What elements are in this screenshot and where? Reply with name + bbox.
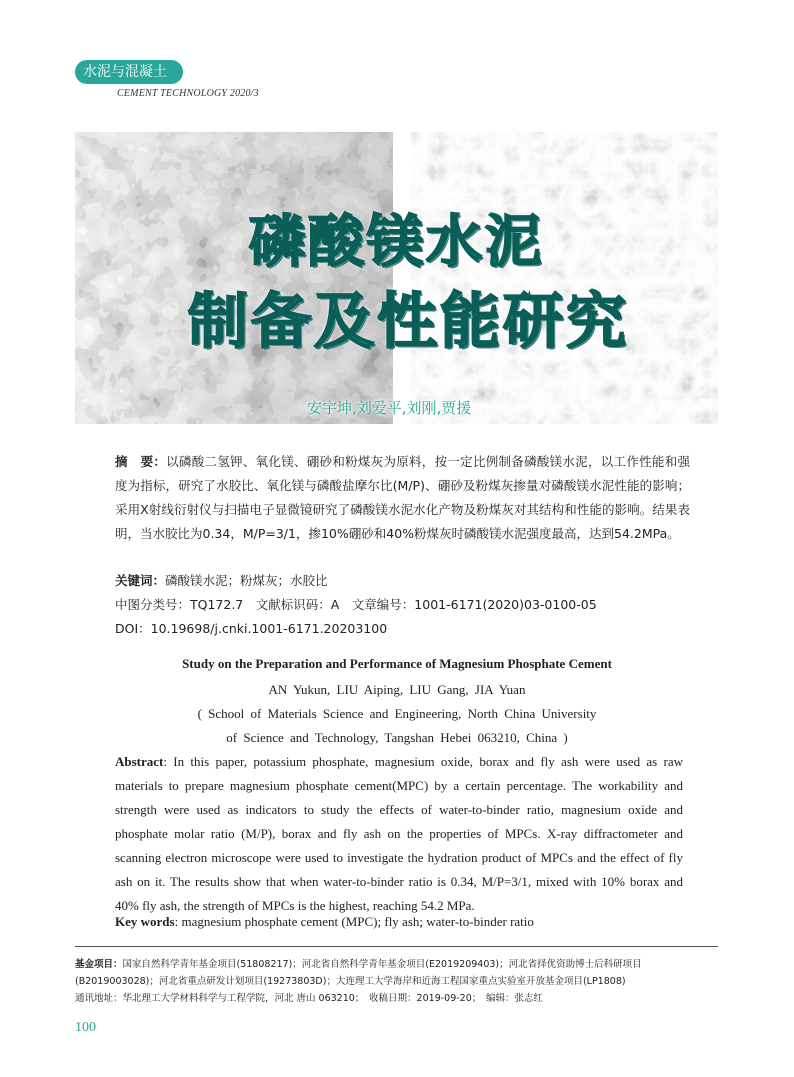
abstract-en-text: : In this paper, potassium phosphate, magnesium oxide, borax and fly ash were used as raw materials to prepare magnesium phosphate cement(MPC) by a certain percentage. The workability and strength were used as indicators to study the effects of water-to-binder ratio, magnesium oxide and phosphate molar ratio (M/P), borax and fly ash on the properties of MPCs. X-ray diffractometer and scanning electron microscope were used to investigate the hydration product of MPCs and the effect of fly ash on it. The results show that when water-to-binder ratio is 0.34, M/P=3/1, mixed with 10% borax and 40% fly ash, the strength of MPCs is the highest, reaching 54.2 MPa. — [115, 754, 683, 913]
classification-line: 中图分类号：TQ172.7 文献标识码：A 文章编号：1001-6171(2020)03-0100-05 — [115, 597, 597, 612]
affiliation-line-2: of Science and Technology, Tangshan Hebei 063210, China ) — [226, 730, 568, 745]
article-title-cn-line2: 制备及性能研究 — [188, 287, 629, 357]
journal-badge — [75, 60, 183, 84]
keywords-en-text: : magnesium phosphate cement (MPC); fly ash; water-to-binder ratio — [174, 914, 534, 929]
abstract-en-label: Abstract — [115, 754, 164, 769]
keywords-cn-text: 磷酸镁水泥；粉煤灰；水胶比 — [165, 573, 328, 588]
doi-line: DOI：10.19698/j.cnki.1001-6171.20203100 — [115, 621, 388, 636]
fund-footnote-line2: (B2019003028)；河北省重点研发计划项目(19273803D)；大连理工大学海岸和近海工程国家重点实验室开放基金项目(LP1808) — [75, 976, 626, 987]
authors-cn: 安宇坤,刘爱平,刘刚,贾援 — [307, 399, 472, 417]
page-number: 100 — [75, 1020, 96, 1035]
fund-text-1: 国家自然科学青年基金项目(51808217)；河北省自然科学青年基金项目(E2019209403)；河北省择优资助博士后科研项目 — [122, 959, 642, 970]
address-footnote: 通讯地址：华北理工大学材料科学与工程学院，河北 唐山 063210； 收稿日期：2019-09-20； 编辑：张志红 — [75, 993, 544, 1004]
article-title-en: Study on the Preparation and Performance of Magnesium Phosphate Cement — [182, 656, 612, 671]
affiliation-line-1: ( School of Materials Science and Engineering, North China University — [197, 706, 597, 721]
journal-name-cn: 水泥与混凝土 — [83, 64, 167, 80]
abstract-cn-text: 以磷酸二氢钾、氧化镁、硼砂和粉煤灰为原料，按一定比例制备磷酸镁水泥，以工作性能和强度为指标，研究了水胶比、氧化镁与磷酸盐摩尔比(M/P)、硼砂及粉煤灰掺量对磷酸镁水泥性能的影响；采用X射线衍射仪与扫描电子显微镜研究了磷酸镁水泥水化产物及粉煤灰对其结构和性能的影响。结果表明，当水胶比为0.34，M/P=3/1，掺10%硼砂和40%粉煤灰时磷酸镁水泥强度最高，达到54.2MPa。 — [115, 454, 690, 541]
abstract-en — [115, 750, 683, 918]
article-title-cn-line1: 磷酸镁水泥 — [249, 210, 544, 275]
keywords-cn — [115, 571, 690, 589]
hero-banner — [75, 132, 718, 424]
abstract-cn-label: 摘 要： — [115, 454, 167, 469]
authors-en: AN Yukun, LIU Aiping, LIU Gang, JIA Yuan — [268, 682, 526, 697]
fund-label: 基金项目： — [75, 959, 123, 970]
keywords-en-label: Key words — [115, 914, 175, 929]
keywords-en — [115, 914, 534, 930]
journal-issue: CEMENT TECHNOLOGY 2020/3 — [117, 88, 259, 99]
footnote-divider — [75, 946, 718, 947]
abstract-cn — [115, 450, 690, 546]
keywords-cn-label: 关键词： — [115, 573, 166, 588]
fund-footnote-line1 — [75, 956, 725, 973]
